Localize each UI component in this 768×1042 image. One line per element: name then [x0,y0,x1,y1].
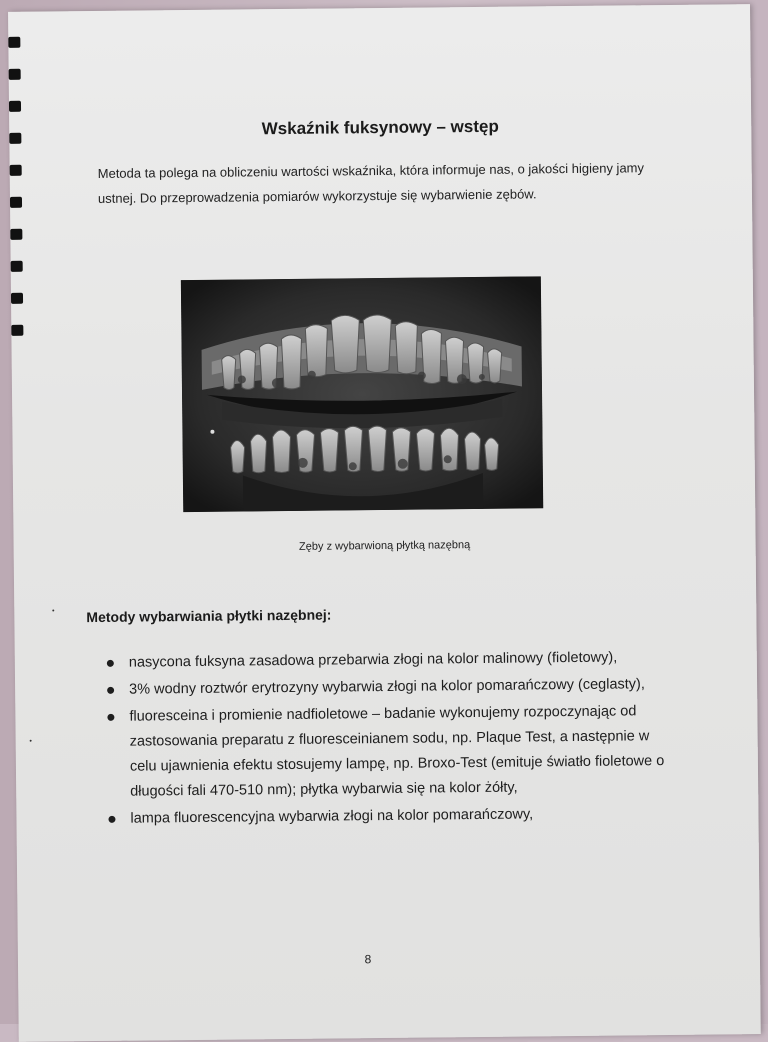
teeth-photo [181,276,543,512]
document-page [8,4,761,1042]
section-heading: Metody wybarwiania płytki nazębnej: [86,606,332,626]
list-item [105,699,666,805]
intro-paragraph: Metoda ta polega na obliczeniu wartości wskaźnika, która informuje nas, o jakości higieny jamy ustnej. Do przeprowadzenia pomiarów wykorzystuje się wybarwienie zębów. [97,160,645,206]
list-item [105,645,665,676]
list-item-text: lampa fluorescencyjna wybarwia złogi na kolor pomarańczowy, [130,806,534,827]
list-item-text: 3% wodny roztwór erytrozyny wybarwia złogi na kolor pomarańczowy (ceglasty), [129,676,645,698]
page-number: 8 [364,952,372,967]
bullet-icon [107,714,114,721]
list-item-text: fluoresceina i promienie nadfioletowe – badanie wykonujemy rozpoczynając od zastosowania preparatu z fluoresceinianem sodu, np. Plaque Test, a następnie w celu ujawnienia efektu stosujemy lampę, np. Broxo-Test (emituje światło fioletowe o długości fali 470-510 nm); płytka wybarwia się na kolor żółty, [129,703,665,800]
list-item-text: nasycona fuksyna zasadowa przebarwia złogi na kolor malinowy (fioletowy), [128,649,618,671]
bullet-icon [107,660,114,667]
list-item [105,672,665,703]
bullet-icon [108,816,115,823]
paper-speck [52,609,54,611]
list-item [106,801,666,832]
staining-methods-list [105,645,667,834]
paper-speck [30,740,32,742]
bullet-icon [107,687,114,694]
image-caption: Zęby z wybarwioną płytką nazębną [298,539,471,553]
page-title: Wskaźnik fuksynowy – wstęp [261,116,499,139]
